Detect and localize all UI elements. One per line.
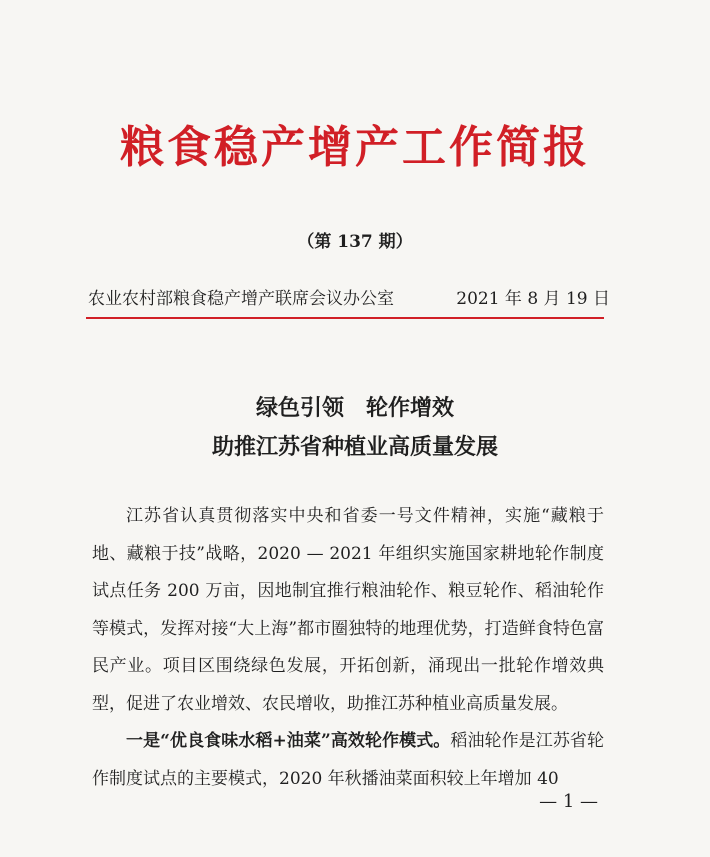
issuing-office: 农业农村部粮食稳产增产联席会议办公室	[88, 289, 394, 309]
issue-number: （第 137 期）	[297, 232, 413, 252]
paragraph-1: 江苏省认真贯彻落实中央和省委一号文件精神，实施“藏粮于地、藏粮于技”战略，2020 — 2021 年组织实施国家耕地轮作制度试点任务 200 万亩，因地制宜推行粮油轮作、粮豆轮作、稻油轮作等模式，发挥对接“大上海”都市圈独特的地理优势，打造鲜食特色富民产业。项目区围绕绿色发展，开拓创新，涌现出一批轮作增效典型，促进了农业增效、农民增收，助推江苏种植业高质量发展。	[92, 506, 604, 714]
paragraph-2-lead: 一是“优良食味水稻+油菜”高效轮作模式。	[126, 731, 451, 751]
headline-line-1: 绿色引领 轮作增效	[255, 395, 454, 421]
headline-line-2: 助推江苏省种植业高质量发展	[211, 434, 498, 460]
paragraph-2-text: 稻油轮作是江苏省轮作制度试点的主要模式，2020 年秋播油菜面积较上年增加 40	[92, 731, 604, 789]
masthead-title: 粮食稳产增产工作简报	[120, 122, 590, 173]
article-body	[92, 498, 604, 798]
page-number: — 1 —	[539, 791, 598, 812]
issue-date: 2021 年 8 月 19 日	[456, 289, 610, 309]
paragraph-2	[92, 723, 604, 798]
red-divider	[86, 317, 604, 319]
